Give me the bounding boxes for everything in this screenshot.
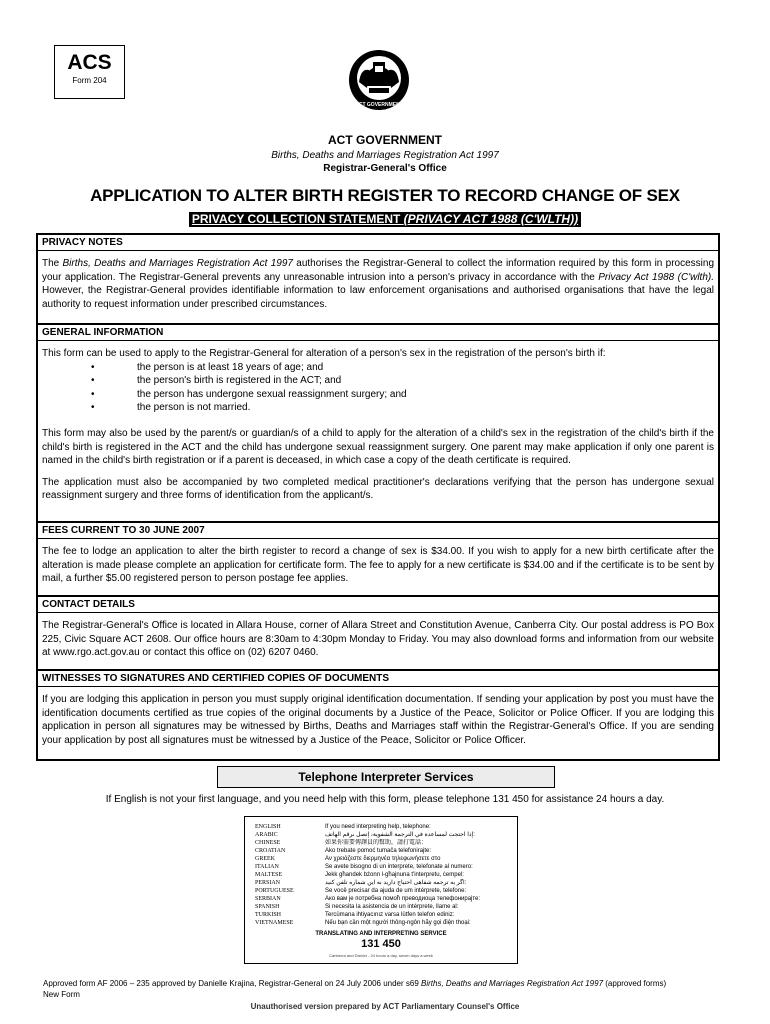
government-heading: ACT GOVERNMENT [328, 133, 442, 147]
list-item: SPANISH Si necesita la asistencia de un intérprete, llame al: [255, 904, 459, 910]
approval-note: Approved form AF 2006 – 235 approved by Danielle Krajina, Registrar-General on 24 July 2006 under s69 Births, Deaths and Marriages Registration Act 1997 (approved forms) [43, 979, 667, 988]
list-item: GREEK Αν χρειάζεστε διερμηνέα τηλεφωνήσετε στο [255, 856, 441, 862]
crest-caption: ACT GOVERNMENT [355, 102, 403, 108]
page-title: APPLICATION TO ALTER BIRTH REGISTER TO RECORD CHANGE OF SEX [90, 186, 680, 205]
list-item: MALTESE Jekk għandek bżonn l-għajnuna t'interpretu, ċempel: [255, 872, 464, 878]
act-reference: Births, Deaths and Marriages Registration Act 1997 [271, 150, 499, 161]
eligibility-list [42, 361, 714, 415]
list-item: • the person has undergone sexual reassignment surgery; and [137, 388, 714, 402]
list-item: • the person's birth is registered in the ACT; and [137, 374, 714, 388]
general-intro: This form can be used to apply to the Registrar-General for alteration of a person's sex in the registration of the person's birth if: [42, 348, 606, 359]
form-number: Form 204 [72, 76, 107, 85]
section-heading: WITNESSES TO SIGNATURES AND CERTIFIED COPIES OF DOCUMENTS [38, 671, 718, 687]
privacy-statement-act: (PRIVACY ACT 1988 (C'WLTH)) [403, 212, 579, 226]
general-information-section [36, 323, 720, 523]
privacy-statement-heading [0, 210, 770, 228]
list-item: • the person is at least 18 years of age; and [137, 361, 714, 375]
privacy-paragraph: The Births, Deaths and Marriages Registration Act 1997 authorises the Registrar-General to collect the information required by this form in processing your application. The Registrar-General prevents any unreasonable intrusion into a person's privacy in accordance with the Privacy Act 1988 (C'wlth). However, the Registrar-General provides identifiable information to law enforcement organisations and authorised organisations that have the legal authority to request information under prescribed circumstances. [42, 258, 715, 310]
list-item: PERSIAN اگر به ترجمه شفاهی احتیاج دارید به این شماره تلفن کنید: [255, 880, 467, 886]
list-item: CROATIAN Ako trebate pomoć tumača telefonirajte: [255, 848, 432, 854]
list-item: CHINESE 如果你需要傳譯員的幫助，請打電話： [255, 840, 428, 846]
interpreter-language-panel [244, 816, 518, 964]
privacy-notes-section [36, 233, 720, 325]
list-item: PORTUGUESE Se você precisar da ajuda de um intérprete, telefone: [255, 888, 467, 894]
unauthorised-version-note: Unauthorised version prepared by ACT Parliamentary Counsel's Office [250, 1002, 520, 1011]
list-item: TURKISH Tercümana ihtiyacınız varsa lütfen telefon ediniz: [255, 912, 455, 918]
list-item: ITALIAN Se avete bisogno di un interprete, telefonate al numero: [255, 864, 473, 870]
general-paragraph-2: This form may also be used by the parent/s or guardian/s of a child to apply for the alteration of a child's sex in the registration of the child's birth if the child's birth is registered in the ACT and the child has undergone sexual reassignment surgery. One parent may make application if only one parent is named in the child's birth registration or if a parent is deceased, in which case a copy of the death certificate is required. [42, 427, 714, 467]
privacy-statement-label: PRIVACY COLLECTION STATEMENT [191, 212, 404, 226]
office-name: Registrar-General's Office [323, 163, 447, 174]
list-item: • the person is not married. [137, 401, 714, 415]
list-item: VIETNAMESE Nếu bạn cần một người thông-ngôn hãy gọi điện thoại: [255, 920, 471, 926]
section-heading: GENERAL INFORMATION [38, 325, 718, 341]
section-heading: CONTACT DETAILS [38, 597, 718, 613]
service-hours: Canberra and District - 24 hours a day, seven days a week [329, 953, 433, 958]
fees-paragraph: The fee to lodge an application to alter the birth register to record a change of sex is $34.00. If you wish to apply for a new birth certificate after the alteration is made please complete an application for certificate form. The fee to apply for a new certificate is $34.00 and if the certificate is to be sent by mail, a further $5.00 registered person to person postage fee applies. [42, 546, 714, 585]
service-phone: 131 450 [361, 938, 401, 950]
witnesses-paragraph: If you are lodging this application in person you must supply original identification documentation. If sending your application by post you must have the identification documents certified as true copies of the original documents by a Justice of the Peace, Solicitor or Police Officer. If you are lodging this application in person all signatures may be witnessed by Births, Deaths and Marriages staff within the Registrar-General's Office. If you are sending your application by post all signatures must be witnessed by a Justice of the Peace, Solicitor or Police Officer. [42, 694, 714, 746]
form-code-box [54, 45, 125, 99]
list-item: SERBIAN Ако вам је потребна помоћ преводиоца телефонирајте: [255, 896, 481, 902]
acs-code: ACS [67, 51, 112, 74]
list-item: ENGLISH If you need interpreting help, telephone: [255, 824, 431, 830]
general-paragraph-3: The application must also be accompanied by two completed medical practitioner's declarations verifying that the person has undergone sexual reassignment surgery and three forms of identification from the applicant/s. [42, 476, 714, 502]
new-form-note: New Form [43, 990, 80, 999]
fees-section [36, 521, 720, 597]
act-crest-icon [347, 48, 411, 112]
telephone-interpreter-title: Telephone Interpreter Services [217, 766, 555, 788]
section-heading: FEES CURRENT TO 30 JUNE 2007 [38, 523, 718, 539]
service-title: TRANSLATING AND INTERPRETING SERVICE [315, 931, 447, 937]
list-item: ARABIC إذا احتجت لمساعدة في الترجمة الشفوية، إتصل برقم الهاتف: [255, 832, 475, 838]
witnesses-section [36, 669, 720, 761]
section-heading: PRIVACY NOTES [38, 235, 718, 251]
contact-section [36, 595, 720, 671]
contact-paragraph: The Registrar-General's Office is located in Allara House, corner of Allara Street and Constitution Avenue, Canberra City. Our postal address is PO Box 225, Civic Square ACT 2608. Our office hours are 8:30am to 4:30pm Monday to Friday. You may also download forms and information from our website at www.rgo.act.gov.au or contact this office on (02) 6207 0460. [42, 620, 714, 659]
telephone-instructions: If English is not your first language, and you need help with this form, please telephone 131 450 for assistance 24 hours a day. [105, 794, 665, 805]
